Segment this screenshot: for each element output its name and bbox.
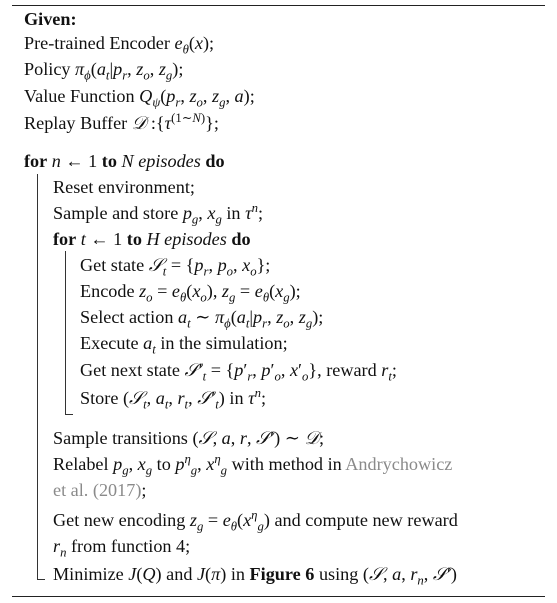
- inner-loop-end: [65, 414, 73, 415]
- inner-loop-bar: [65, 251, 66, 414]
- step-relabel: Relabel $p_g$, $x_g$ to $p^\eta_g$, $x^\eta_g$ with method in Andrychowicz: [53, 451, 453, 478]
- outer-loop-end: [37, 579, 45, 580]
- step-get-next-state: Get next state $𝒮'_t = \{p'_r$, $p'_o$, $x'_o$}, reward $r_t$;: [80, 360, 397, 384]
- citation-link-cont[interactable]: et al. (2017): [53, 480, 142, 500]
- step-relabel-cont: et al. (2017);: [53, 480, 147, 500]
- step-new-encoding: Get new encoding $z_g = e_\theta(x^\eta_g)$ and compute new reward: [53, 507, 458, 534]
- top-rule: [12, 5, 545, 6]
- step-sample-store: Sample and store $p_g$, $x_g$ in $\tau^n$;: [53, 200, 264, 227]
- inner-for-line: for t ← 1 to H episodes do: [53, 229, 251, 249]
- citation-link[interactable]: Andrychowicz: [345, 454, 453, 474]
- step-store: Store (𝒮$_t$, $a_t$, $r_t$, $𝒮'_t$) in $\tau^n$;: [80, 385, 267, 412]
- step-select-action: Select action $a_t$ ∼ $\pi_\phi(a_t|p_r$, $z_o$, $z_g$);: [80, 307, 324, 331]
- given-replay-buffer: Replay Buffer 𝒟 $:\{\tau^{(1\sim N)}\}$;: [24, 110, 219, 134]
- given-value-function: Value Function $Q_\psi(p_r$, $z_o$, $z_g$, a);: [24, 86, 255, 110]
- step-new-encoding-cont: $r_n$ from function 4;: [53, 536, 191, 560]
- step-minimize: Minimize J(Q) and J(π) in Figure 6 using (𝒮, a, $r_n$, 𝒮′): [53, 564, 457, 588]
- given-encoder: Pre-trained Encoder $e_\theta(x)$;: [24, 33, 215, 57]
- step-reset: Reset environment;: [53, 177, 195, 197]
- bottom-rule: [12, 596, 545, 597]
- outer-for-line: for n ← 1 to N episodes do: [24, 151, 225, 171]
- step-execute: Execute $a_t$ in the simulation;: [80, 333, 288, 357]
- given-policy: Policy $\pi_\phi(a_t|p_r$, $z_o$, $z_g$);: [24, 59, 184, 83]
- step-encode: Encode $z_o = e_\theta(x_o)$, $z_g = e_\theta(x_g)$;: [80, 281, 301, 305]
- given-heading: Given:: [24, 9, 77, 29]
- outer-loop-bar: [37, 174, 38, 579]
- step-get-state: Get state 𝒮$_t$ = {$p_r$, $p_o$, $x_o$};: [80, 255, 271, 279]
- step-sample-transitions: Sample transitions (𝒮, a, r, 𝒮′) ∼ 𝒟;: [53, 428, 325, 449]
- figure-ref[interactable]: Figure 6: [249, 564, 315, 584]
